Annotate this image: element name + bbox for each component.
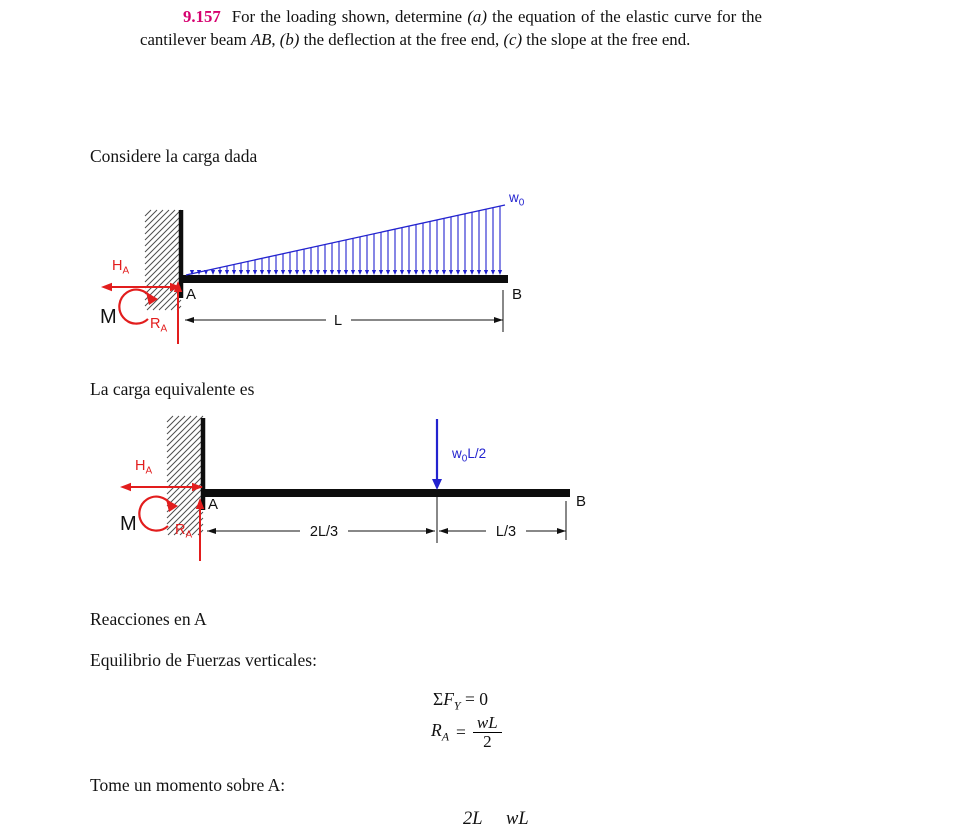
point-a-label: A xyxy=(208,496,219,513)
heading-equivalent-load: La carga equivalente es xyxy=(90,379,255,399)
reaction-ha-label: $H_A$ xyxy=(135,458,153,477)
point-a-label: A xyxy=(186,286,197,303)
reaction-ra-label: $R_A$ xyxy=(175,522,193,541)
beam xyxy=(204,489,570,497)
ra-symbol: $R_A$ xyxy=(431,720,450,744)
wall-hatch-2 xyxy=(167,416,203,535)
item-a: (a) xyxy=(467,7,487,26)
reaction-ha xyxy=(120,483,203,491)
span-length-label: L xyxy=(333,313,343,329)
heading-given-load: Considere la carga dada xyxy=(90,146,258,166)
load-peak-label: $w_0$ xyxy=(509,190,525,209)
diagram-distributed-load xyxy=(88,186,648,358)
item-b: (b) xyxy=(279,29,300,49)
problem-statement: 9.157 For the loading shown, determine (a) the equation of the elastic curve for the cantilever beam AB, (b) the deflection at the free end, (c) the slope at the free end. xyxy=(140,7,762,49)
concentrated-load-arrow xyxy=(432,419,442,490)
reaction-moment-arc xyxy=(139,497,178,531)
partial-eq-term-1: 2L xyxy=(463,809,483,829)
dim-left-label: 2L/3 xyxy=(309,524,339,540)
beam-name: AB xyxy=(250,29,272,49)
beam xyxy=(183,275,508,283)
statement-text: For the loading shown, determine xyxy=(231,7,468,26)
moment-label: M xyxy=(100,306,117,328)
heading-reactions: Reacciones en A xyxy=(90,609,207,629)
reaction-ra xyxy=(174,281,182,344)
diagram-equivalent-load xyxy=(100,413,640,575)
fraction-wl-2: $\frac{wL}{2}$ xyxy=(473,714,502,751)
equation-ra: $R_A$ = $\frac{wL}{2}$ xyxy=(431,714,502,751)
dim-right-label: L/3 xyxy=(495,524,517,540)
heading-moment-about-a: Tome un momento sobre A: xyxy=(90,775,286,795)
problem-number: 9.157 xyxy=(183,7,221,26)
dimension-span xyxy=(185,290,503,332)
item-c: (c) xyxy=(503,29,523,49)
partial-eq-term-2: wL xyxy=(506,809,529,829)
point-b-label: B xyxy=(576,493,587,510)
load-value-label: $w_0L/2$ xyxy=(452,446,487,465)
reaction-ra-label: $R_A$ xyxy=(150,316,168,335)
heading-vertical-equilibrium: Equilibrio de Fuerzas verticales: xyxy=(90,650,317,670)
reaction-ha-label: $H_A$ xyxy=(112,258,130,277)
moment-label: M xyxy=(120,513,137,535)
dimension-2l3 xyxy=(207,524,435,540)
dimension-l3 xyxy=(439,524,566,540)
point-b-label: B xyxy=(512,286,523,303)
equation-sum-forces: $\Sigma F_Y = 0$ xyxy=(433,689,488,713)
